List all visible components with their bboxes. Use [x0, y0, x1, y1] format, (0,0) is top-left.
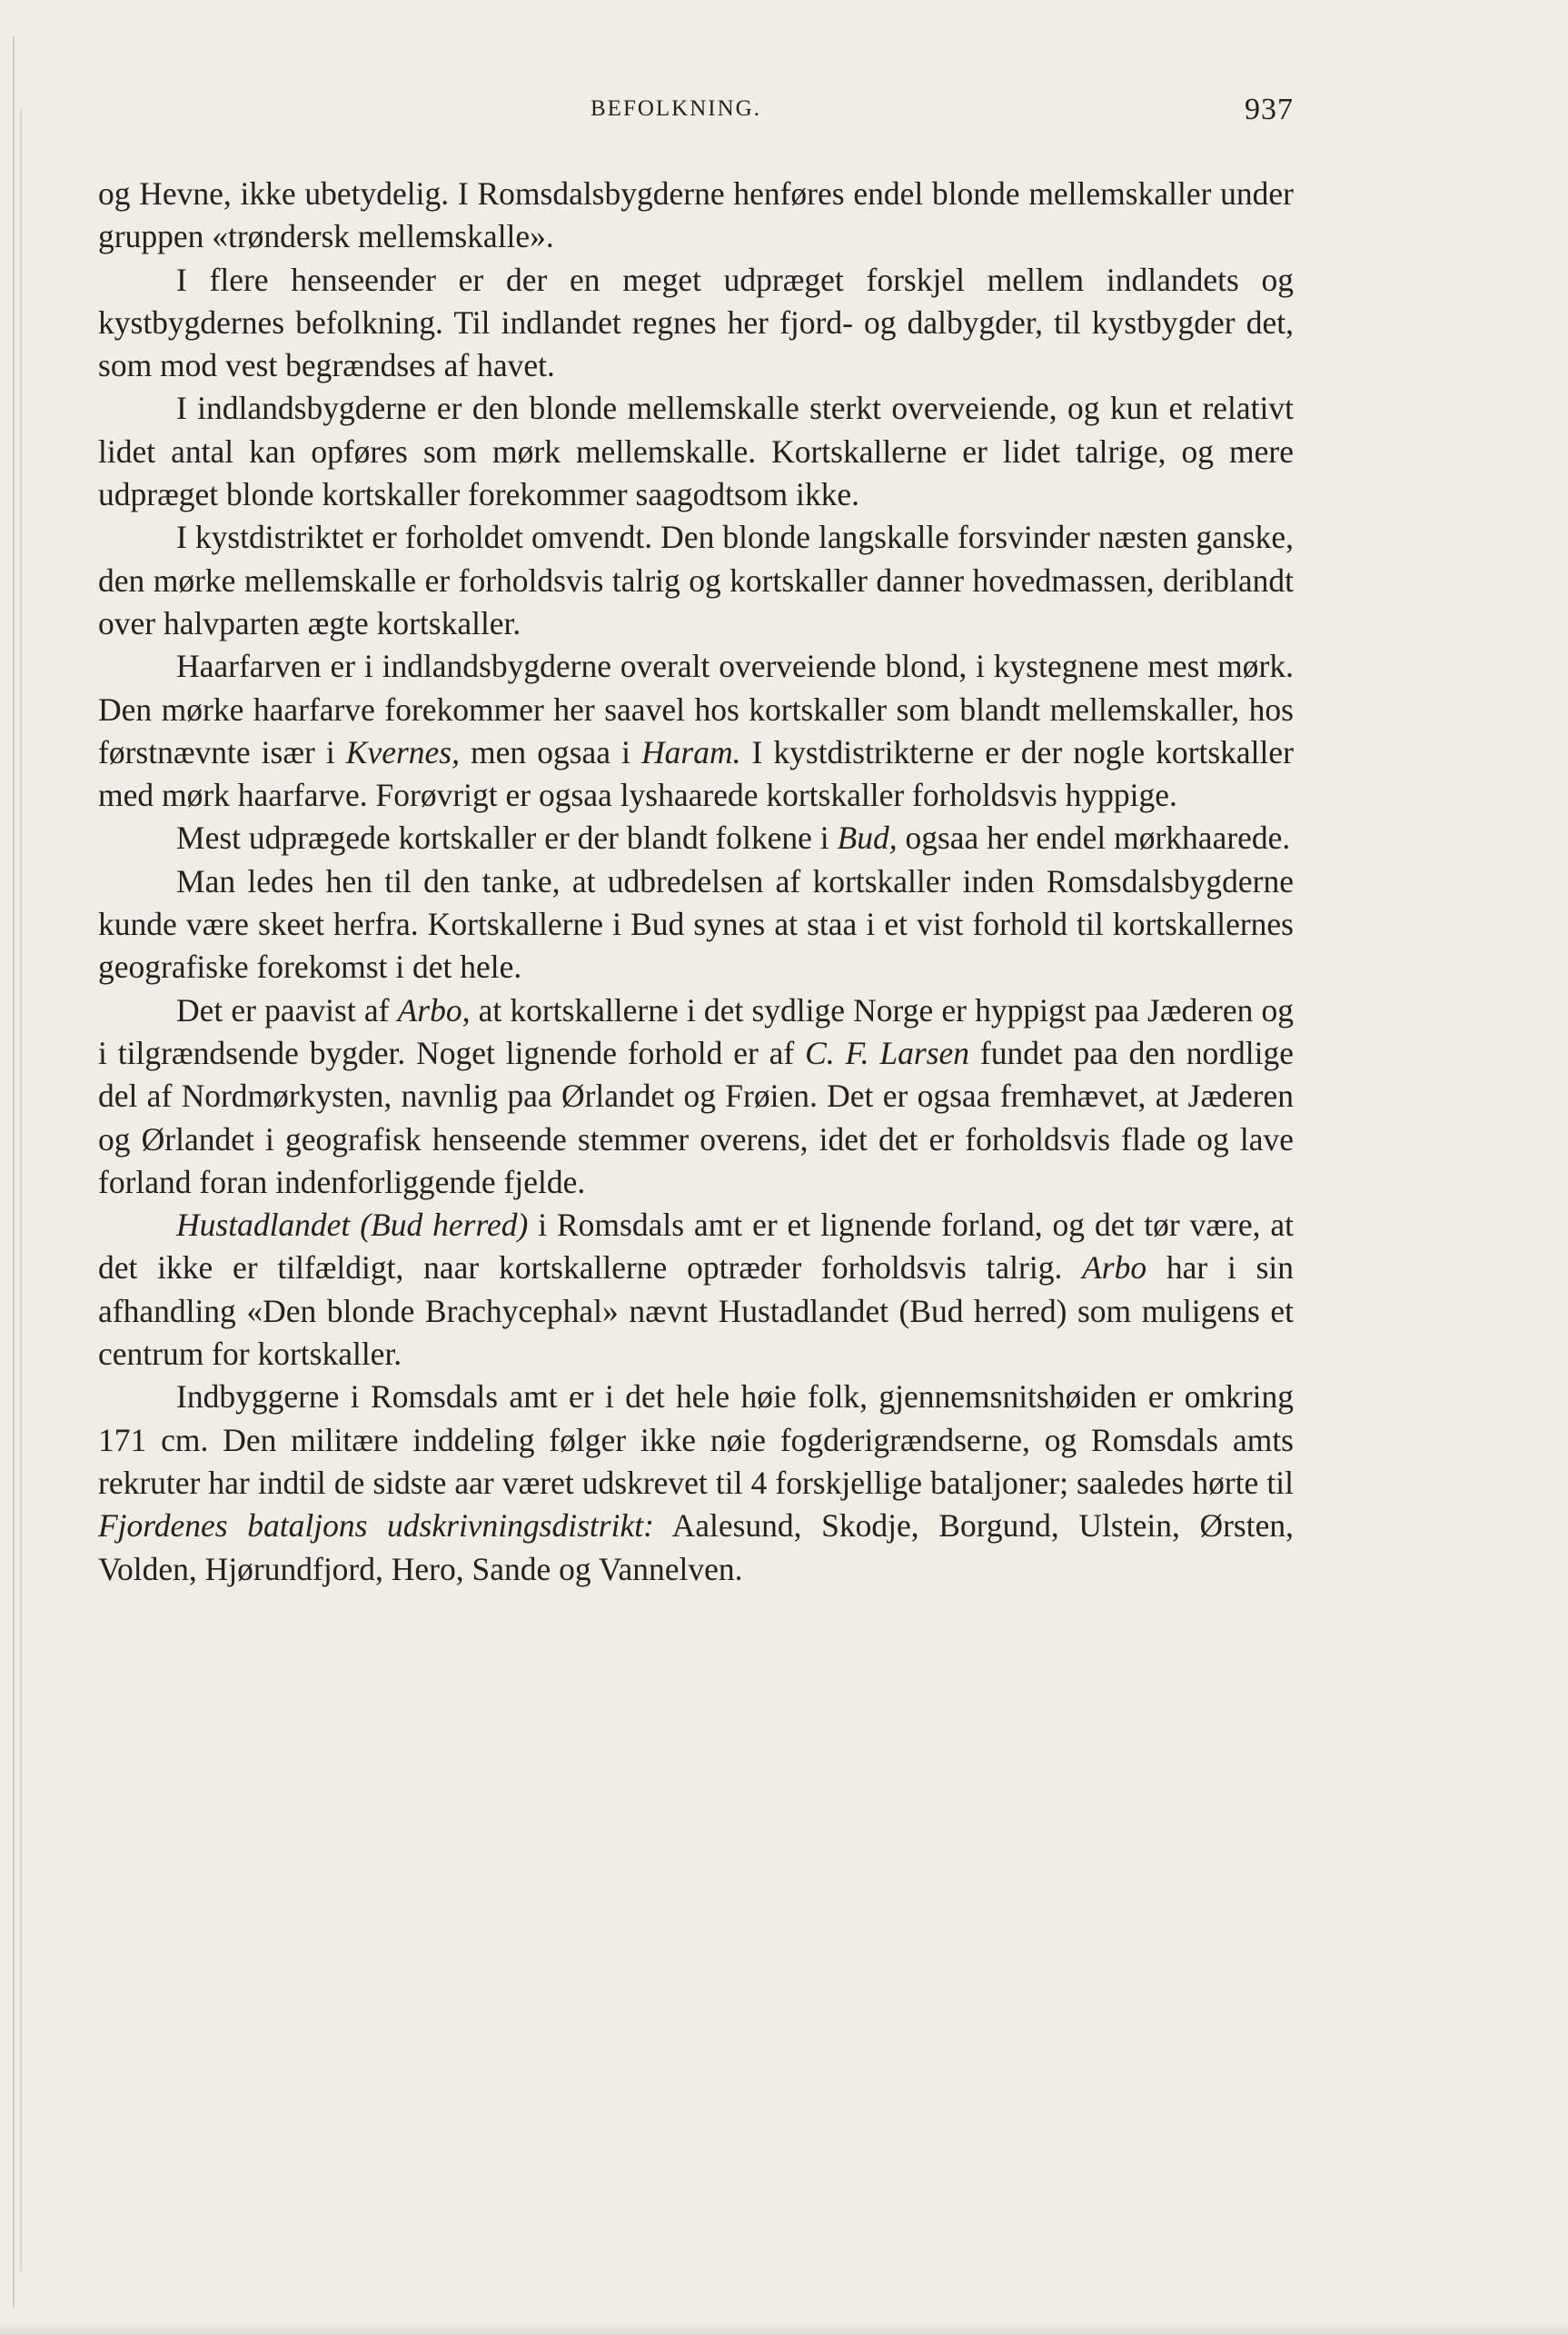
italic-text-segment: Arbo [1082, 1249, 1147, 1287]
text-segment: Indbyggerne i Romsdals amt er i det hele høie folk, gjennemsnitshøiden er omkring 171 cm. Den militære inddeling følger ikke nøie fogderigrændserne, og Romsdals amts rekruter har indtil de sidste aar været udskrevet til 4 forskjellige bataljoner; saaledes hørte til [98, 1378, 1294, 1501]
page-bottom-shadow [0, 2322, 1568, 2335]
text-segment: og Hevne, ikke ubetydelig. I Romsdalsbygderne henføres endel blonde mellemskaller under gruppen «trøndersk mellemskalle». [98, 175, 1294, 255]
text-segment: Mest udprægede kortskaller er der blandt folkene i [176, 820, 838, 857]
paragraph [98, 860, 1294, 989]
text-segment: fundet paa den nordlige del af Nordmørkysten, navnlig paa Ørlandet og Frøien. Det er ogsaa fremhævet, at Jæderen og Ørlandet i geografisk henseende stemmer overens, idet det er forholdsvis flade og lave forland foran indenforliggende fjelde. [98, 1034, 1295, 1200]
page-number: 937 [1245, 93, 1294, 126]
paragraph [98, 259, 1294, 388]
text-segment: har i sin afhandling «Den blonde Brachycephal» nævnt Hustadlandet (Bud herred) som muligens et centrum for kortskaller. [98, 1249, 1294, 1373]
italic-text-segment: C. F. Larsen [805, 1034, 970, 1071]
italic-text-segment: Hustadlandet (Bud herred) [176, 1207, 529, 1244]
italic-text-segment: Kvernes, [345, 733, 461, 770]
paragraph [98, 387, 1294, 516]
paragraph [98, 817, 1294, 859]
text-segment: ogsaa her endel mørkhaarede. [897, 820, 1291, 857]
text-segment: I indlandsbygderne er den blonde mellemskalle sterkt overveiende, og kun et relativt lidet antal kan opføres som mørk mellemskalle. Kortskallerne er lidet talrige, og mere udpræget blonde kortskaller forekommer saagodtsom ikke. [98, 390, 1294, 513]
paragraph [98, 1204, 1294, 1376]
paragraph [98, 645, 1294, 817]
paragraph [98, 989, 1294, 1204]
text-segment: at kortskallerne i det sydlige Norge er hyppigst paa Jæderen og i tilgrændsende bygder. Noget lignende forhold er af [98, 991, 1294, 1071]
italic-text-segment: Fjordenes bataljons udskrivningsdistrikt: [98, 1507, 654, 1545]
paragraph [98, 516, 1294, 645]
body-text [98, 173, 1294, 1591]
running-title: BEFOLKNING. [590, 96, 761, 121]
text-segment: i Romsdals amt er et lignende forland, og det tør være, at det ikke er tilfældigt, naar kortskallerne optræder forholdsvis talrig. [98, 1207, 1294, 1287]
paragraph [98, 1376, 1294, 1590]
text-segment: I kystdistriktet er forholdet omvendt. Den blonde langskalle forsvinder næsten ganske, den mørke mellemskalle er forholdsvis talrig og kortskaller danner hovedmassen, deriblandt over halvparten ægte kortskaller. [98, 519, 1294, 641]
text-segment: I flere henseender er der en meget udpræget forskjel mellem indlandets og kystbygdernes befolkning. Til indlandet regnes her fjord- og dalbygder, til kystbygder det, som mod vest begrændses af havet. [98, 261, 1294, 384]
italic-text-segment: Arbo, [397, 991, 471, 1028]
text-segment: Aalesund, Skodje, Borgund, Ulstein, Ørsten, Volden, Hjørundfjord, Hero, Sande og Vannelven. [98, 1507, 1294, 1587]
text-segment: I kystdistrikterne er der nogle kortskaller med mørk haarfarve. Forøvrigt er ogsaa lyshaarede kortskaller forholdsvis hyppige. [98, 733, 1294, 814]
text-segment: Det er paavist af [176, 991, 398, 1028]
page-edge-line [20, 109, 22, 2271]
italic-text-segment: Bud, [837, 820, 898, 857]
running-header [98, 93, 1294, 133]
paragraph [98, 173, 1294, 259]
text-segment: men ogsaa i [460, 733, 641, 770]
text-segment: Man ledes hen til den tanke, at udbredelsen af kortskaller inden Romsdalsbygderne kunde være skeet herfra. Kortskallerne i Bud synes at staa i et vist forhold til kortskallernes geografiske forekomst i det hele. [98, 862, 1294, 986]
italic-text-segment: Haram. [641, 733, 741, 770]
text-segment: Haarfarven er i indlandsbygderne overalt overveiende blond, i kystegnene mest mørk. Den mørke haarfarve forekommer her saavel hos kortskaller som blandt mellemskaller, hos førstnævnte især i [98, 648, 1294, 770]
page-edge-line [13, 36, 15, 2308]
